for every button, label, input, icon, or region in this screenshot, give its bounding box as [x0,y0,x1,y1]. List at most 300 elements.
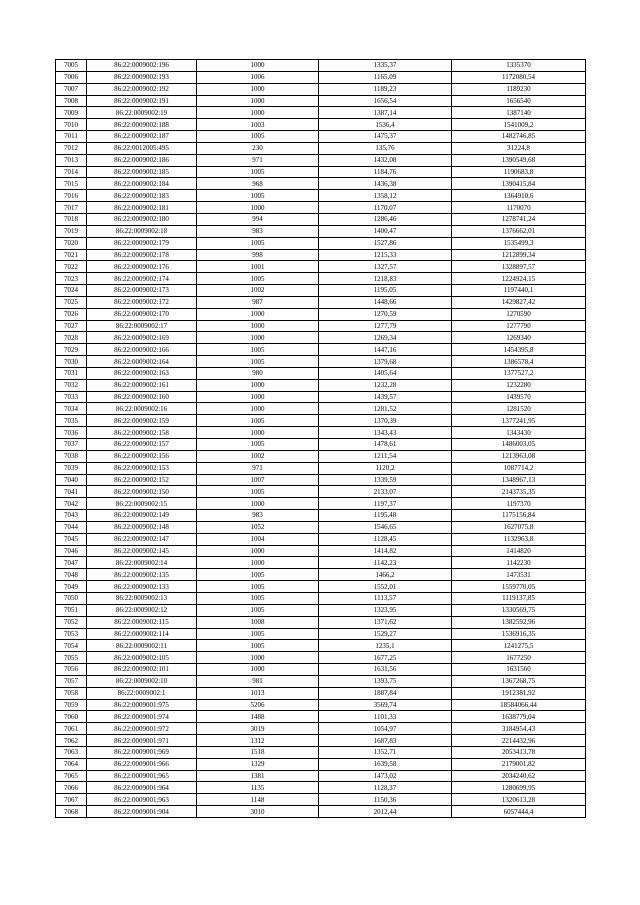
cadastral-number-cell: 86:22:0009002:11 [87,640,197,652]
value-cell: 1390415,84 [452,178,586,190]
rate-cell: 1235,1 [319,640,452,652]
cadastral-number-cell: 86:22:0009002:184 [87,178,197,190]
table-row [56,521,586,533]
area-cell: 1005 [197,415,319,427]
value-cell: 1189230 [452,83,586,95]
row-number-cell: 7066 [56,782,87,794]
rate-cell: 1552,01 [319,581,452,593]
cadastral-number-cell: 86:22:0009002:188 [87,119,197,131]
row-number-cell: 7013 [56,154,87,166]
row-number-cell: 7043 [56,510,87,522]
rate-cell: 135,76 [319,142,452,154]
value-cell: 1482746,85 [452,131,586,143]
row-number-cell: 7034 [56,403,87,415]
area-cell: 1005 [197,592,319,604]
rate-cell: 1165,09 [319,71,452,83]
rate-cell: 1546,65 [319,521,452,533]
table-row [56,628,586,640]
table-row [56,154,586,166]
value-cell: 1541009,2 [452,119,586,131]
area-cell: 1005 [197,640,319,652]
rate-cell: 1270,59 [319,308,452,320]
row-number-cell: 7031 [56,367,87,379]
area-cell: 1005 [197,190,319,202]
area-cell: 1518 [197,746,319,758]
row-number-cell: 7061 [56,723,87,735]
table-row [56,604,586,616]
area-cell: 1005 [197,166,319,178]
row-number-cell: 7051 [56,604,87,616]
cadastral-number-cell: 86:22:0009002:1 [87,687,197,699]
cadastral-number-cell: 86:22:0009002:153 [87,462,197,474]
rate-cell: 1101,33 [319,711,452,723]
value-cell: 1241275,5 [452,640,586,652]
row-number-cell: 7054 [56,640,87,652]
row-number-cell: 7050 [56,592,87,604]
row-number-cell: 7042 [56,498,87,510]
table-row [56,640,586,652]
rate-cell: 1387,14 [319,107,452,119]
value-cell: 1175156,84 [452,510,586,522]
cadastral-number-cell: 86:22:0009001:964 [87,782,197,794]
value-cell: 1486003,05 [452,439,586,451]
value-cell: 1364910,6 [452,190,586,202]
table-row [56,486,586,498]
area-cell: 968 [197,178,319,190]
table-row [56,675,586,687]
table-row [56,723,586,735]
row-number-cell: 7010 [56,119,87,131]
cadastral-number-cell: 86:22:0009002:173 [87,285,197,297]
row-number-cell: 7041 [56,486,87,498]
value-cell: 1454395,8 [452,344,586,356]
cadastral-number-cell: 86:22:0009002:158 [87,427,197,439]
table-row [56,308,586,320]
table-row [56,131,586,143]
rate-cell: 1197,37 [319,498,452,510]
area-cell: 1005 [197,356,319,368]
row-number-cell: 7064 [56,758,87,770]
area-cell: 981 [197,675,319,687]
rate-cell: 1323,95 [319,604,452,616]
area-cell: 1135 [197,782,319,794]
rate-cell: 1142,23 [319,557,452,569]
rate-cell: 1436,38 [319,178,452,190]
row-number-cell: 7040 [56,474,87,486]
area-cell: 1007 [197,474,319,486]
area-cell: 1000 [197,652,319,664]
row-number-cell: 7028 [56,332,87,344]
rate-cell: 1656,54 [319,95,452,107]
area-cell: 987 [197,296,319,308]
cadastral-number-cell: 86:22:0009002:187 [87,131,197,143]
value-cell: 1087714,2 [452,462,586,474]
rate-cell: 1281,52 [319,403,452,415]
rate-cell: 1414,82 [319,545,452,557]
cadastral-number-cell: 86:22:0009002:114 [87,628,197,640]
row-number-cell: 7021 [56,249,87,261]
cadastral-number-cell: 86:22:0009002:156 [87,450,197,462]
table-row [56,285,586,297]
table-row [56,581,586,593]
rate-cell: 3569,74 [319,699,452,711]
rate-cell: 1371,62 [319,616,452,628]
table-row [56,403,586,415]
cadastral-number-cell: 86:22:0009001:969 [87,746,197,758]
rate-cell: 1128,45 [319,533,452,545]
area-cell: 1005 [197,604,319,616]
rate-cell: 2133,07 [319,486,452,498]
row-number-cell: 7068 [56,806,87,818]
data-table [55,59,586,818]
rate-cell: 1195,48 [319,510,452,522]
rate-cell: 1269,34 [319,332,452,344]
value-cell: 1348967,13 [452,474,586,486]
value-cell: 1386578,4 [452,356,586,368]
row-number-cell: 7025 [56,296,87,308]
cadastral-number-cell: 86:22:0009002:174 [87,273,197,285]
value-cell: 1269340 [452,332,586,344]
cadastral-number-cell: 86:22:0009002:160 [87,391,197,403]
cadastral-number-cell: 86:22:0009001:966 [87,758,197,770]
cadastral-number-cell: 86:22:0009001:975 [87,699,197,711]
value-cell: 1142230 [452,557,586,569]
area-cell: 1000 [197,664,319,676]
rate-cell: 1370,39 [319,415,452,427]
value-cell: 1197370 [452,498,586,510]
table-row [56,273,586,285]
area-cell: 1000 [197,545,319,557]
cadastral-number-cell: 86:22:0009002:115 [87,616,197,628]
cadastral-number-cell: 86:22:0009002:149 [87,510,197,522]
value-cell: 1232280 [452,379,586,391]
table-row [56,782,586,794]
value-cell: 1439570 [452,391,586,403]
area-cell: 1005 [197,273,319,285]
table-row [56,569,586,581]
row-number-cell: 7048 [56,569,87,581]
area-cell: 1488 [197,711,319,723]
rate-cell: 1687,83 [319,735,452,747]
area-cell: 1005 [197,439,319,451]
value-cell: 1335370 [452,60,586,72]
row-number-cell: 7056 [56,664,87,676]
row-number-cell: 7024 [56,285,87,297]
table-row [56,557,586,569]
value-cell: 1382592,96 [452,616,586,628]
table-row [56,794,586,806]
area-cell: 1000 [197,320,319,332]
table-row [56,664,586,676]
area-cell: 1000 [197,498,319,510]
row-number-cell: 7063 [56,746,87,758]
area-cell: 1000 [197,403,319,415]
rate-cell: 1054,97 [319,723,452,735]
row-number-cell: 7030 [56,356,87,368]
area-cell: 1312 [197,735,319,747]
cadastral-number-cell: 86:22:0009002:145 [87,545,197,557]
cadastral-number-cell: 86:22:0009002:148 [87,521,197,533]
table-row [56,391,586,403]
rate-cell: 1393,75 [319,675,452,687]
table-row [56,83,586,95]
row-number-cell: 7067 [56,794,87,806]
row-number-cell: 7007 [56,83,87,95]
row-number-cell: 7020 [56,237,87,249]
row-number-cell: 7006 [56,71,87,83]
area-cell: 1052 [197,521,319,533]
area-cell: 1005 [197,486,319,498]
table-row [56,249,586,261]
value-cell: 1328897,57 [452,261,586,273]
table-row [56,735,586,747]
table-row [56,687,586,699]
row-number-cell: 7062 [56,735,87,747]
row-number-cell: 7053 [56,628,87,640]
row-number-cell: 7018 [56,213,87,225]
rate-cell: 1232,28 [319,379,452,391]
table-row [56,711,586,723]
value-cell: 1367268,75 [452,675,586,687]
area-cell: 1000 [197,95,319,107]
cadastral-number-cell: 86:22:0009002:181 [87,202,197,214]
value-cell: 1119137,85 [452,592,586,604]
value-cell: 1390549,68 [452,154,586,166]
value-cell: 2034240,62 [452,770,586,782]
row-number-cell: 7065 [56,770,87,782]
cadastral-number-cell: 86:22:0009002:17 [87,320,197,332]
rate-cell: 1215,33 [319,249,452,261]
rate-cell: 1473,02 [319,770,452,782]
cadastral-number-cell: 86:22:0009001:965 [87,770,197,782]
value-cell: 1281520 [452,403,586,415]
table-row [56,261,586,273]
table-row [56,332,586,344]
table-row [56,119,586,131]
area-cell: 1000 [197,427,319,439]
cadastral-number-cell: 86:22:0009002:19 [87,107,197,119]
cadastral-number-cell: 86:22:0009002:196 [87,60,197,72]
table-row [56,237,586,249]
row-number-cell: 7036 [56,427,87,439]
value-cell: 1170070 [452,202,586,214]
area-cell: 1148 [197,794,319,806]
value-cell: 1631560 [452,664,586,676]
rate-cell: 1475,37 [319,131,452,143]
row-number-cell: 7059 [56,699,87,711]
area-cell: 1002 [197,285,319,297]
value-cell: 6057444,4 [452,806,586,818]
row-number-cell: 7015 [56,178,87,190]
value-cell: 1429827,42 [452,296,586,308]
table-row [56,379,586,391]
rate-cell: 2012,44 [319,806,452,818]
cadastral-number-cell: 86:22:0009002:15 [87,498,197,510]
cadastral-number-cell: 86:22:0009002:159 [87,415,197,427]
row-number-cell: 7023 [56,273,87,285]
rate-cell: 1448,66 [319,296,452,308]
cadastral-number-cell: 86:22:0009002:14 [87,557,197,569]
table-row [56,770,586,782]
value-cell: 3184954,43 [452,723,586,735]
table-row [56,60,586,72]
rate-cell: 1439,57 [319,391,452,403]
row-number-cell: 7008 [56,95,87,107]
area-cell: 1000 [197,557,319,569]
rate-cell: 1150,36 [319,794,452,806]
area-cell: 1004 [197,533,319,545]
area-cell: 1005 [197,581,319,593]
cadastral-number-cell: 86:22:0009002:10 [87,675,197,687]
area-cell: 998 [197,249,319,261]
cadastral-number-cell: 86:22:0009002:133 [87,581,197,593]
table-row [56,213,586,225]
value-cell: 2143735,35 [452,486,586,498]
area-cell: 1002 [197,450,319,462]
row-number-cell: 7045 [56,533,87,545]
cadastral-number-cell: 86:22:0009002:166 [87,344,197,356]
cadastral-number-cell: 86:22:0009002:179 [87,237,197,249]
value-cell: 1213963,08 [452,450,586,462]
row-number-cell: 7058 [56,687,87,699]
cadastral-number-cell: 86:22:0012005:495 [87,142,197,154]
table-row [56,142,586,154]
table-row [56,699,586,711]
area-cell: 1381 [197,770,319,782]
area-cell: 1000 [197,202,319,214]
area-cell: 230 [197,142,319,154]
row-number-cell: 7039 [56,462,87,474]
value-cell: 1343430 [452,427,586,439]
cadastral-number-cell: 86:22:0009002:164 [87,356,197,368]
cadastral-number-cell: 86:22:0009002:161 [87,379,197,391]
table-row [56,166,586,178]
value-cell: 1559770,05 [452,581,586,593]
value-cell: 1224924,15 [452,273,586,285]
row-number-cell: 7055 [56,652,87,664]
rate-cell: 1343,43 [319,427,452,439]
table-row [56,95,586,107]
table-row [56,510,586,522]
rate-cell: 1887,84 [319,687,452,699]
row-number-cell: 7060 [56,711,87,723]
table-row [56,806,586,818]
cadastral-number-cell: 86:22:0009002:152 [87,474,197,486]
rate-cell: 1218,83 [319,273,452,285]
table-row [56,178,586,190]
rate-cell: 1170,07 [319,202,452,214]
row-number-cell: 7035 [56,415,87,427]
value-cell: 1280699,95 [452,782,586,794]
area-cell: 1000 [197,83,319,95]
area-cell: 3010 [197,806,319,818]
value-cell: 1277790 [452,320,586,332]
table-row [56,616,586,628]
table-row [56,344,586,356]
rate-cell: 1189,23 [319,83,452,95]
rate-cell: 1466,2 [319,569,452,581]
table-body [56,60,586,818]
cadastral-number-cell: 86:22:0009001:904 [87,806,197,818]
cadastral-number-cell: 86:22:0009002:147 [87,533,197,545]
cadastral-number-cell: 86:22:0009001:963 [87,794,197,806]
value-cell: 1278741,24 [452,213,586,225]
cadastral-number-cell: 86:22:0009002:191 [87,95,197,107]
table-row [56,533,586,545]
cadastral-number-cell: 86:22:0009002:180 [87,213,197,225]
rate-cell: 1335,37 [319,60,452,72]
cadastral-number-cell: 86:22:0009002:169 [87,332,197,344]
table-row [56,190,586,202]
area-cell: 1000 [197,308,319,320]
value-cell: 1656540 [452,95,586,107]
cadastral-number-cell: 86:22:0009002:178 [87,249,197,261]
rate-cell: 1478,61 [319,439,452,451]
rate-cell: 1400,47 [319,225,452,237]
row-number-cell: 7052 [56,616,87,628]
area-cell: 1000 [197,107,319,119]
table-row [56,592,586,604]
table-row [56,107,586,119]
table-row [56,320,586,332]
area-cell: 3019 [197,723,319,735]
row-number-cell: 7033 [56,391,87,403]
value-cell: 1627075,8 [452,521,586,533]
table-row [56,367,586,379]
table-row [56,462,586,474]
area-cell: 1000 [197,332,319,344]
rate-cell: 1529,27 [319,628,452,640]
area-cell: 971 [197,462,319,474]
value-cell: 1912381,92 [452,687,586,699]
area-cell: 1329 [197,758,319,770]
value-cell: 1377527,2 [452,367,586,379]
area-cell: 971 [197,154,319,166]
row-number-cell: 7005 [56,60,87,72]
table-row [56,296,586,308]
cadastral-number-cell: 86:22:0009001:971 [87,735,197,747]
area-cell: 1008 [197,616,319,628]
cadastral-number-cell: 86:22:0009002:135 [87,569,197,581]
value-cell: 18584066,44 [452,699,586,711]
value-cell: 2179001,82 [452,758,586,770]
row-number-cell: 7038 [56,450,87,462]
value-cell: 1377241,95 [452,415,586,427]
area-cell: 1003 [197,119,319,131]
value-cell: 1376662,01 [452,225,586,237]
cadastral-number-cell: 86:22:0009002:183 [87,190,197,202]
table-row [56,498,586,510]
value-cell: 1535499,3 [452,237,586,249]
area-cell: 1000 [197,379,319,391]
row-number-cell: 7044 [56,521,87,533]
rate-cell: 1184,76 [319,166,452,178]
value-cell: 1172080,54 [452,71,586,83]
value-cell: 1270590 [452,308,586,320]
table-row [56,415,586,427]
area-cell: 1001 [197,261,319,273]
cadastral-number-cell: 86:22:0009002:185 [87,166,197,178]
area-cell: 983 [197,225,319,237]
rate-cell: 1211,54 [319,450,452,462]
value-cell: 1473531 [452,569,586,581]
row-number-cell: 7019 [56,225,87,237]
cadastral-number-cell: 86:22:0009002:170 [87,308,197,320]
table-row [56,427,586,439]
value-cell: 2214432,96 [452,735,586,747]
value-cell: 31224,8 [452,142,586,154]
row-number-cell: 7047 [56,557,87,569]
